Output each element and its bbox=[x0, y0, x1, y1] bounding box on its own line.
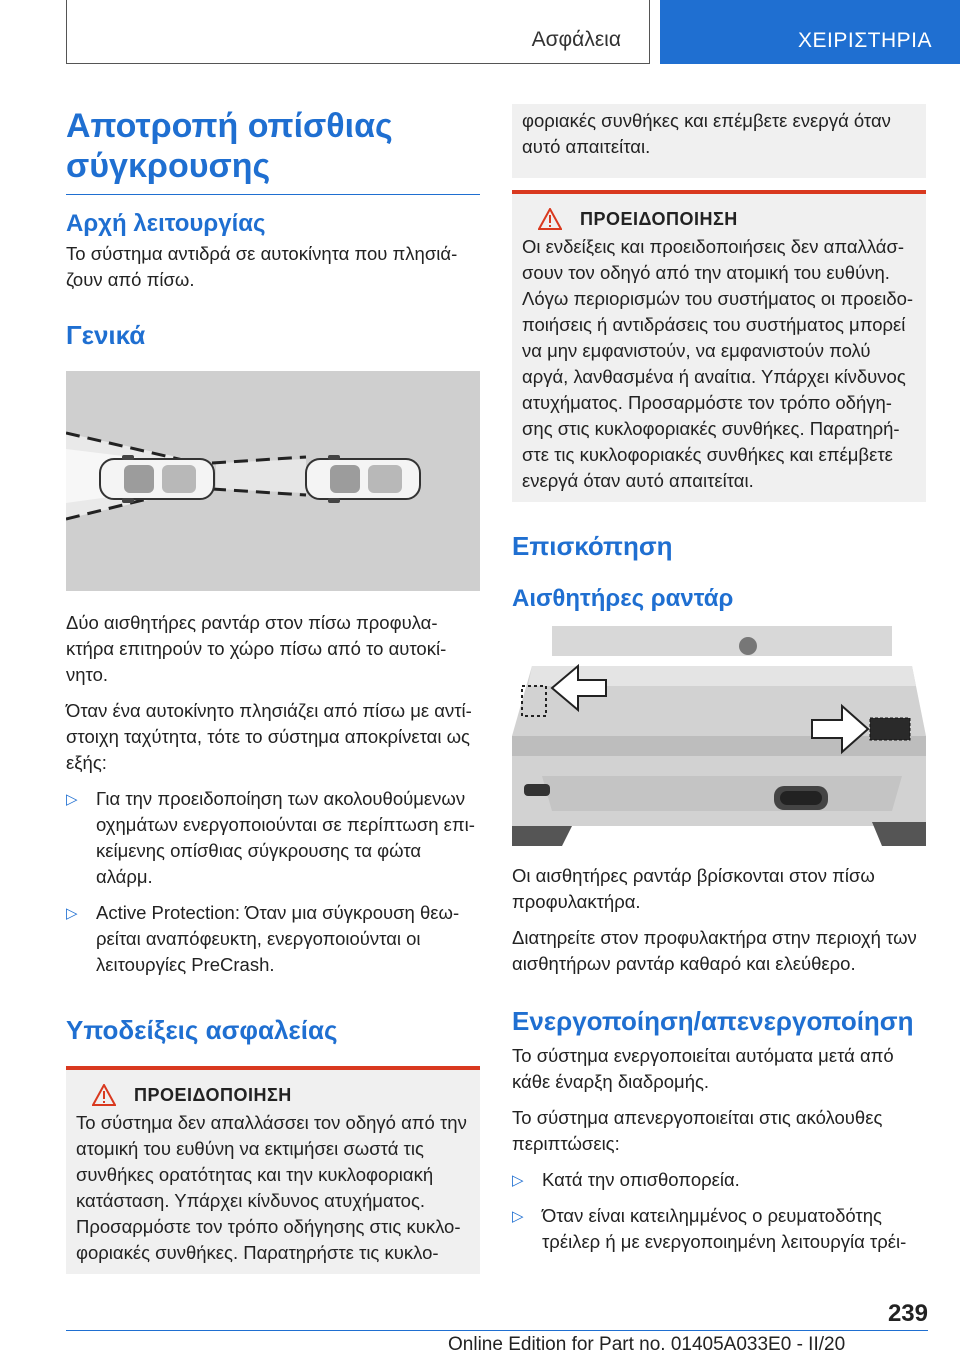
warning-box bbox=[512, 190, 926, 502]
page-title: Αποτροπή οπίσθιας σύγκρουσης bbox=[66, 106, 480, 195]
list-item: ▷ Active Protection: Όταν μια σύγκρουση θεω-ρείται αναπόφευκτη, ενεργοποιούνται οι λειτουργίες PreCrash. bbox=[66, 902, 460, 975]
warning-title: ΠΡΟΕΙΔΟΠΟΙΗΣΗ bbox=[580, 208, 738, 229]
safety-heading: Υποδείξεις ασφαλείας bbox=[66, 1015, 338, 1045]
activation-text-2: Το σύστημα απενεργοποιείται στις ακόλουθες περιπτώσεις: bbox=[512, 1107, 883, 1154]
warning-triangle-icon bbox=[92, 1084, 116, 1106]
chapter-tab-label: ΧΕΙΡΙΣΤΗΡΙΑ bbox=[798, 29, 933, 52]
footer-edition: Online Edition for Part no. 01405A033E0 - II/20 bbox=[448, 1334, 846, 1355]
warning-triangle-icon bbox=[538, 208, 562, 230]
list-item: ▷ Κατά την οπισθοπορεία. bbox=[512, 1167, 926, 1193]
overview-heading: Επισκόπηση bbox=[512, 531, 673, 561]
triangle-bullet-icon: ▷ bbox=[66, 791, 78, 808]
activation-text-1: Το σύστημα ενεργοποιείται αυτόματα μετά από κάθε έναρξη διαδρομής. bbox=[512, 1045, 894, 1092]
warning-text: Οι ενδείξεις και προειδοποιήσεις δεν απαλλάσ-σουν τον οδηγό από την ατομική του ευθύνη. Λόγω περιορισμών του συστήματος οι προειδο-ποιήσεις ή αντιδράσεις του συστήματος μπορεί να μην εμφανιστούν, να εμφανιστούν πολύ αργά, λανθασμένα ή αναίτια. Υπάρχει κίνδυνος ατυχήματος. Προσαρμόστε τον τρόπο οδήγη-σης στις κυκλοφοριακές συνθήκες. Παρατηρή-στε τις κυκλοφοριακές συνθήκες και επέμβετε ενεργά όταν αυτό απαιτείται. bbox=[522, 236, 914, 491]
list-item: ▷ Όταν είναι κατειλημμένος ο ρευματοδότης τρέιλερ ή με ενεργοποιημένη λειτουργία τρέι- bbox=[512, 1205, 907, 1252]
general-heading: Γενικά bbox=[66, 320, 146, 350]
header-section-box bbox=[66, 0, 650, 64]
general-text-2: Όταν ένα αυτοκίνητο πλησιάζει από πίσω με αντί-στοιχη ταχύτητα, τότε το σύστημα αποκρίνεται ως εξής: bbox=[66, 700, 472, 773]
warning-box-continued bbox=[512, 104, 926, 178]
radar-heading: Αισθητήρες ραντάρ bbox=[512, 585, 734, 612]
general-text-1: Δύο αισθητήρες ραντάρ στον πίσω προφυλα-κτήρα επιτηρούν το χώρο πίσω από το αυτοκί-νητο. bbox=[66, 612, 447, 685]
section-title: Ασφάλεια bbox=[531, 28, 621, 51]
triangle-bullet-icon: ▷ bbox=[66, 905, 78, 922]
page-number: 239 bbox=[887, 1300, 928, 1327]
warning-text-continued: φοριακές συνθήκες και επέμβετε ενεργά όταν αυτό απαιτείται. bbox=[522, 110, 891, 157]
warning-text: Το σύστημα δεν απαλλάσσει τον οδηγό από την ατομική του ευθύνη να εκτιμήσει σωστά τις συνθήκες ορατότητας και την κυκλοφοριακή κατάσταση. Υπάρχει κίνδυνος ατυχήματος. Προσαρμόστε τον τρόπο οδήγησης στις κυκλο-φοριακές συνθήκες. Παρατηρήστε τις κυκλο- bbox=[76, 1112, 467, 1263]
triangle-bullet-icon: ▷ bbox=[512, 1172, 524, 1189]
triangle-bullet-icon: ▷ bbox=[512, 1208, 524, 1225]
radar-text-1: Οι αισθητήρες ραντάρ βρίσκονται στον πίσω προφυλακτήρα. bbox=[512, 865, 875, 912]
warning-title: ΠΡΟΕΙΔΟΠΟΙΗΣΗ bbox=[134, 1084, 292, 1105]
chapter-tab[interactable] bbox=[660, 0, 960, 64]
footer-divider bbox=[66, 1330, 928, 1331]
principle-heading: Αρχή λειτουργίας bbox=[66, 210, 266, 237]
activation-heading: Ενεργοποίηση/απενεργοποίηση bbox=[512, 1006, 914, 1036]
right-column bbox=[512, 104, 926, 1255]
rear-collision-illustration bbox=[66, 371, 480, 596]
rear-bumper-radar-illustration bbox=[512, 626, 926, 851]
left-column bbox=[66, 100, 480, 1274]
warning-box bbox=[66, 1066, 480, 1274]
list-item: ▷ Για την προειδοποίηση των ακολουθούμενων οχημάτων ενεργοποιούνται σε περίπτωση επι-κείμενης οπίσθιας σύγκρουσης τα φώτα αλάρμ. bbox=[66, 788, 475, 887]
principle-text: Το σύστημα αντιδρά σε αυτοκίνητα που πλησιά-ζουν από πίσω. bbox=[66, 243, 458, 290]
radar-text-2: Διατηρείτε στον προφυλακτήρα στην περιοχή των αισθητήρων ραντάρ καθαρό και ελεύθερο. bbox=[512, 927, 917, 974]
